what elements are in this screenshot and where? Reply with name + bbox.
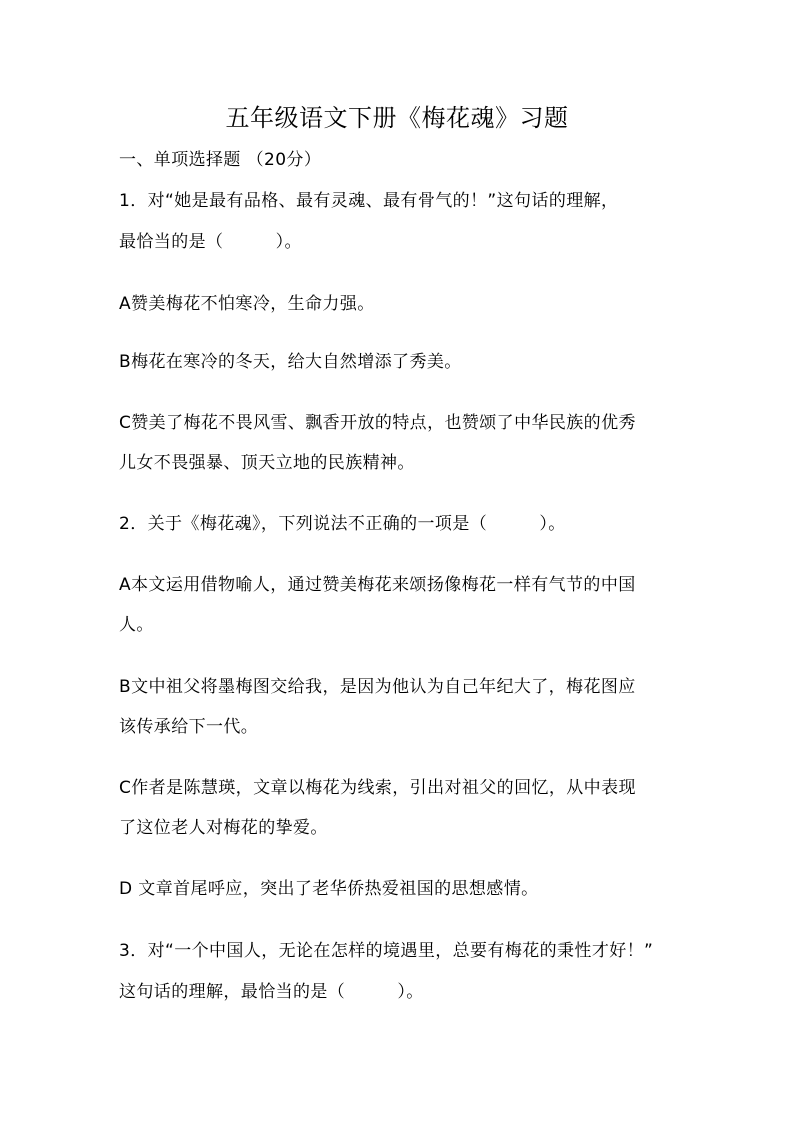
question-2-option-a-line-1: A本文运用借物喻人，通过赞美梅花来颂扬像梅花一样有气节的中国 xyxy=(119,575,636,595)
question-2-option-b-line-2: 该传承给下一代。 xyxy=(119,717,259,737)
question-1-line-2: 最恰当的是（ ）。 xyxy=(119,232,302,252)
question-1-line-1: 1．对“她是最有品格、最有灵魂、最有骨气的！”这句话的理解， xyxy=(119,191,619,211)
section-heading: 一、单项选择题 （20分） xyxy=(119,150,322,170)
question-2-option-a-line-2: 人。 xyxy=(119,615,154,635)
question-1-option-a: A赞美梅花不怕寒冷，生命力强。 xyxy=(119,294,375,314)
question-1-option-c-line-1: C赞美了梅花不畏风雪、飘香开放的特点，也赞颂了中华民族的优秀 xyxy=(119,413,636,433)
question-2-option-d: D 文章首尾呼应，突出了老华侨热爱祖国的思想感情。 xyxy=(119,879,539,899)
document-title: 五年级语文下册《梅花魂》习题 xyxy=(225,104,569,132)
question-3-line-1: 3．对“一个中国人，无论在怎样的境遇里，总要有梅花的秉性才好！” xyxy=(119,941,654,961)
question-2-option-c-line-1: C作者是陈慧瑛，文章以梅花为线索，引出对祖父的回忆，从中表现 xyxy=(119,778,636,798)
question-3-line-2: 这句话的理解，最恰当的是（ ）。 xyxy=(119,982,424,1002)
question-2-option-c-line-2: 了这位老人对梅花的挚爱。 xyxy=(119,818,328,838)
question-2-option-b-line-1: B文中祖父将墨梅图交给我，是因为他认为自己年纪大了，梅花图应 xyxy=(119,677,636,697)
question-1-option-c-line-2: 儿女不畏强暴、顶天立地的民族精神。 xyxy=(119,453,415,473)
question-2-line-1: 2．关于《梅花魂》，下列说法不正确的一项是（ ）。 xyxy=(119,514,566,534)
question-1-option-b: B梅花在寒冷的冬天，给大自然增添了秀美。 xyxy=(119,352,462,372)
